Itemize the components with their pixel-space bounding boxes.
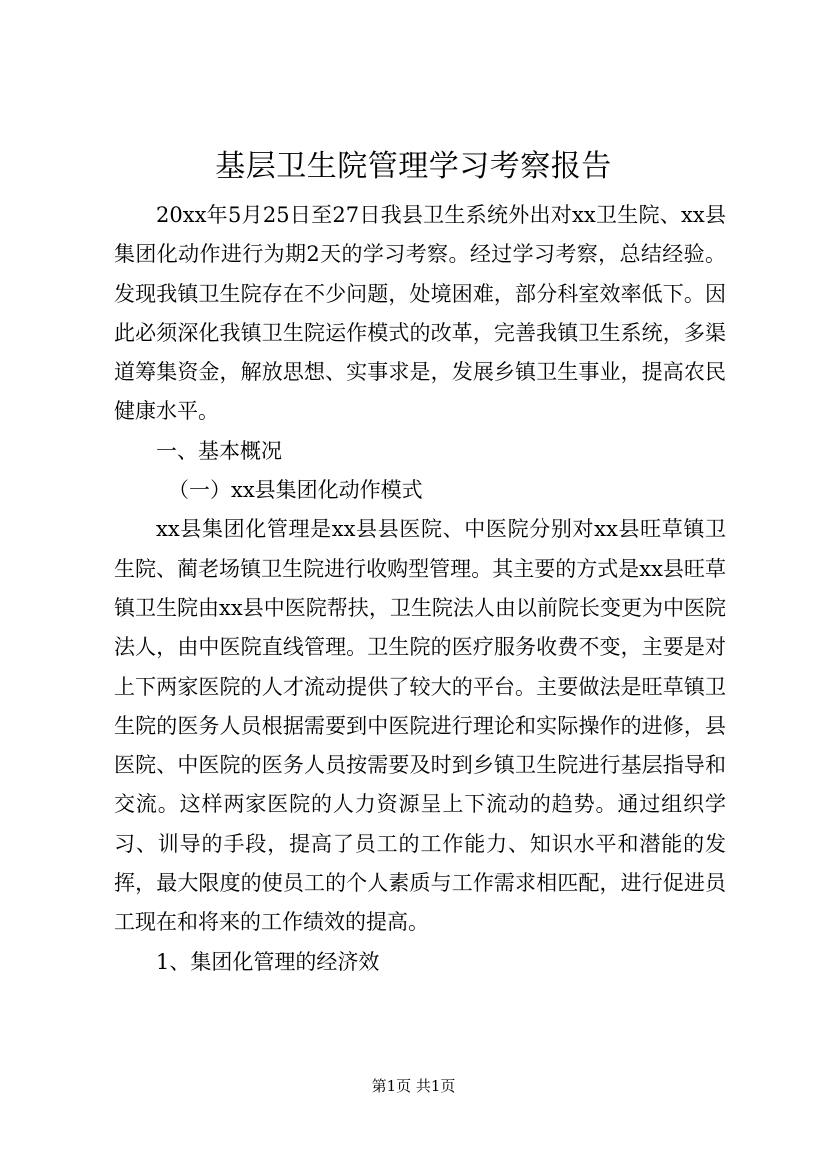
section-heading-basic-overview: 一、基本概况 xyxy=(156,438,282,463)
paragraph-intro: 20xx年5月25日至27日我县卫生系统外出对xx卫生院、xx县集团化动作进行为期2天的学习考察。经过学习考察，总结经验。发现我镇卫生院存在不少问题，处境困难，部分科室效率低下。因此必须深化我镇卫生院运作模式的改革，完善我镇卫生系统，多渠道筹集资金，解放思想、实事求是，发展乡镇卫生事业，提高农民健康水平。 xyxy=(114,203,726,424)
paragraph-group-management: xx县集团化管理是xx县县医院、中医院分别对xx县旺草镇卫生院、蔺老场镇卫生院进行收购型管理。其主要的方式是xx县旺草镇卫生院由xx县中医院帮扶，卫生院法人由以前院长变更为中医院法人，由中医院直线管理。卫生院的医疗服务收费不变，主要是对上下两家医院的人才流动提供了较大的平台。主要做法是旺草镇卫生院的医务人员根据需要到中医院进行理论和实际操作的进修，县医院、中医院的医务人员按需要及时到乡镇卫生院进行基层指导和交流。这样两家医院的人力资源呈上下流动的趋势。通过组织学习、训导的手段，提高了员工的工作能力、知识水平和潜能的发挥，最大限度的使员工的个人素质与工作需求相匹配，进行促进员工现在和将来的工作绩效的提高。 xyxy=(114,517,726,935)
document-body xyxy=(114,196,726,982)
subsection-heading-economic-benefit: 1、集团化管理的经济效 xyxy=(156,949,380,974)
page-footer: 第1页 共1页 xyxy=(371,1077,456,1095)
subsection-heading-group-mode: （一）xx县集团化动作模式 xyxy=(168,478,423,503)
document-title: 基层卫生院管理学习考察报告 xyxy=(215,149,612,184)
